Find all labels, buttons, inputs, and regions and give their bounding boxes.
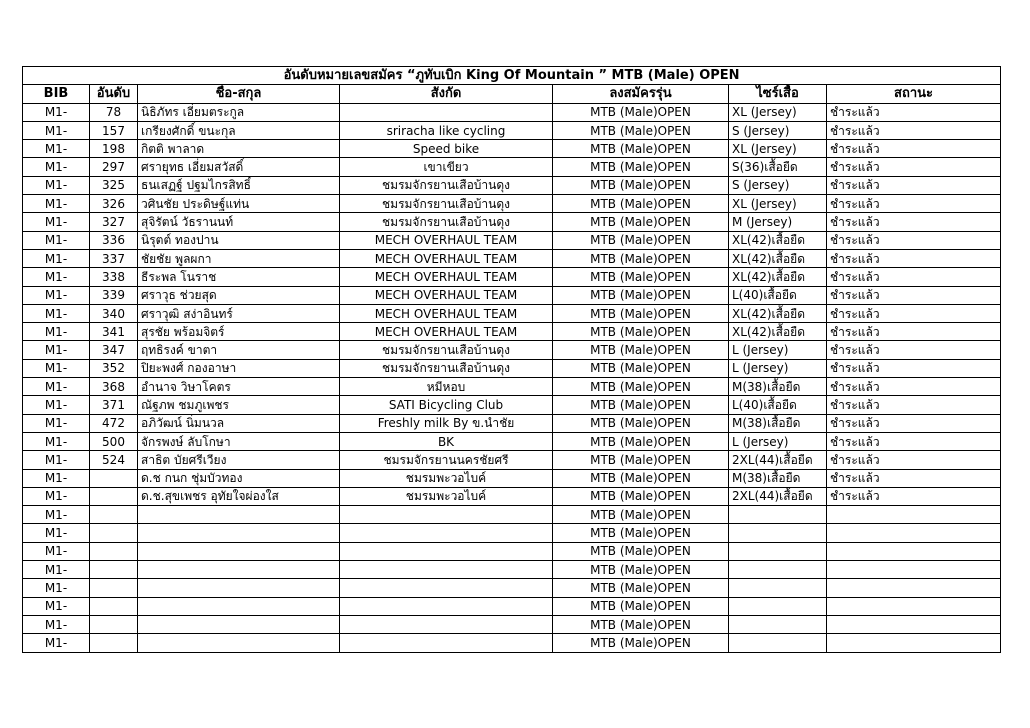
status-cell: ชำระแล้ว xyxy=(827,213,1001,231)
table-row xyxy=(23,378,1001,396)
bib-cell: M1- xyxy=(23,158,90,176)
status-cell xyxy=(827,634,1001,652)
rank-cell xyxy=(90,579,138,597)
rank-cell: 347 xyxy=(90,341,138,359)
table-row xyxy=(23,140,1001,158)
name-cell: ชัยชัย พูลผกา xyxy=(138,249,340,267)
table-row xyxy=(23,597,1001,615)
size-cell: M(38)เสื้อยืด xyxy=(729,414,827,432)
bib-cell: M1- xyxy=(23,597,90,615)
size-cell: 2XL(44)เสื้อยืด xyxy=(729,487,827,505)
club-cell: MECH OVERHAUL TEAM xyxy=(340,268,553,286)
size-cell: XL(42)เสื้อยืด xyxy=(729,231,827,249)
name-cell xyxy=(138,524,340,542)
bib-cell: M1- xyxy=(23,286,90,304)
rank-cell: 472 xyxy=(90,414,138,432)
rank-cell: 198 xyxy=(90,140,138,158)
category-cell: MTB (Male)OPEN xyxy=(553,561,729,579)
club-cell: MECH OVERHAUL TEAM xyxy=(340,323,553,341)
table-row xyxy=(23,323,1001,341)
name-cell: ด.ช.สุขเพชร อุทัยใจผ่องใส xyxy=(138,487,340,505)
category-cell: MTB (Male)OPEN xyxy=(553,341,729,359)
category-cell: MTB (Male)OPEN xyxy=(553,158,729,176)
header-club: สังกัด xyxy=(340,85,553,103)
bib-cell: M1- xyxy=(23,579,90,597)
club-cell: BK xyxy=(340,432,553,450)
category-cell: MTB (Male)OPEN xyxy=(553,487,729,505)
table-row xyxy=(23,451,1001,469)
category-cell: MTB (Male)OPEN xyxy=(553,414,729,432)
status-cell xyxy=(827,542,1001,560)
category-cell: MTB (Male)OPEN xyxy=(553,286,729,304)
club-cell xyxy=(340,524,553,542)
club-cell: ชมรมจักรยานเสือบ้านดุง xyxy=(340,213,553,231)
club-cell: MECH OVERHAUL TEAM xyxy=(340,231,553,249)
name-cell: ศรายุทธ เอี่ยมสวัสดิ์ xyxy=(138,158,340,176)
name-cell: สาธิต บัยศรีเวียง xyxy=(138,451,340,469)
bib-cell: M1- xyxy=(23,634,90,652)
size-cell: M (Jersey) xyxy=(729,213,827,231)
category-cell: MTB (Male)OPEN xyxy=(553,432,729,450)
bib-cell: M1- xyxy=(23,561,90,579)
name-cell: อำนาจ วิษาโคตร xyxy=(138,378,340,396)
category-cell: MTB (Male)OPEN xyxy=(553,378,729,396)
bib-cell: M1- xyxy=(23,506,90,524)
name-cell: กิตติ พาลาด xyxy=(138,140,340,158)
name-cell xyxy=(138,561,340,579)
size-cell xyxy=(729,524,827,542)
status-cell: ชำระแล้ว xyxy=(827,140,1001,158)
rank-cell xyxy=(90,542,138,560)
category-cell: MTB (Male)OPEN xyxy=(553,231,729,249)
table-row xyxy=(23,396,1001,414)
rank-cell: 371 xyxy=(90,396,138,414)
club-cell xyxy=(340,615,553,633)
table-row xyxy=(23,304,1001,322)
bib-cell: M1- xyxy=(23,341,90,359)
table-row xyxy=(23,561,1001,579)
header-name: ชื่อ-สกุล xyxy=(138,85,340,103)
rank-cell: 336 xyxy=(90,231,138,249)
category-cell: MTB (Male)OPEN xyxy=(553,506,729,524)
table-row xyxy=(23,414,1001,432)
rank-cell xyxy=(90,615,138,633)
category-cell: MTB (Male)OPEN xyxy=(553,304,729,322)
club-cell xyxy=(340,597,553,615)
status-cell: ชำระแล้ว xyxy=(827,158,1001,176)
status-cell: ชำระแล้ว xyxy=(827,396,1001,414)
bib-cell: M1- xyxy=(23,378,90,396)
table-row xyxy=(23,487,1001,505)
rank-cell xyxy=(90,469,138,487)
club-cell: ชมรมจักรยานเสือบ้านดุง xyxy=(340,176,553,194)
name-cell: จักรพงษ์ ลับโกษา xyxy=(138,432,340,450)
club-cell: MECH OVERHAUL TEAM xyxy=(340,304,553,322)
bib-cell: M1- xyxy=(23,249,90,267)
table-row xyxy=(23,579,1001,597)
category-cell: MTB (Male)OPEN xyxy=(553,121,729,139)
club-cell: เขาเขียว xyxy=(340,158,553,176)
rank-cell: 327 xyxy=(90,213,138,231)
club-cell: MECH OVERHAUL TEAM xyxy=(340,249,553,267)
bib-cell: M1- xyxy=(23,103,90,121)
table-row xyxy=(23,268,1001,286)
bib-cell: M1- xyxy=(23,414,90,432)
size-cell: XL(42)เสื้อยืด xyxy=(729,249,827,267)
club-cell: MECH OVERHAUL TEAM xyxy=(340,286,553,304)
rank-cell: 326 xyxy=(90,195,138,213)
status-cell: ชำระแล้ว xyxy=(827,195,1001,213)
name-cell xyxy=(138,542,340,560)
size-cell: L(40)เสื้อยืด xyxy=(729,396,827,414)
status-cell xyxy=(827,524,1001,542)
rank-cell: 524 xyxy=(90,451,138,469)
status-cell: ชำระแล้ว xyxy=(827,121,1001,139)
size-cell: S(36)เสื้อยืด xyxy=(729,158,827,176)
bib-cell: M1- xyxy=(23,524,90,542)
rank-cell xyxy=(90,506,138,524)
rank-cell: 341 xyxy=(90,323,138,341)
category-cell: MTB (Male)OPEN xyxy=(553,249,729,267)
status-cell: ชำระแล้ว xyxy=(827,176,1001,194)
bib-cell: M1- xyxy=(23,304,90,322)
club-cell: ชมรมพะวอไบค์ xyxy=(340,469,553,487)
category-cell: MTB (Male)OPEN xyxy=(553,176,729,194)
size-cell: XL(42)เสื้อยืด xyxy=(729,304,827,322)
club-cell xyxy=(340,579,553,597)
status-cell: ชำระแล้ว xyxy=(827,378,1001,396)
status-cell: ชำระแล้ว xyxy=(827,432,1001,450)
rank-cell xyxy=(90,561,138,579)
size-cell: M(38)เสื้อยืด xyxy=(729,378,827,396)
name-cell xyxy=(138,615,340,633)
table-body xyxy=(23,103,1001,652)
category-cell: MTB (Male)OPEN xyxy=(553,323,729,341)
club-cell: ชมรมจักรยานเสือบ้านดุง xyxy=(340,359,553,377)
rank-cell: 339 xyxy=(90,286,138,304)
name-cell: สุรชัย พร้อมจิตร์ xyxy=(138,323,340,341)
bib-cell: M1- xyxy=(23,176,90,194)
rank-cell: 325 xyxy=(90,176,138,194)
status-cell xyxy=(827,615,1001,633)
club-cell: sriracha like cycling xyxy=(340,121,553,139)
rank-cell xyxy=(90,487,138,505)
name-cell: อภิวัฒน์ นิ่มนวล xyxy=(138,414,340,432)
bib-cell: M1- xyxy=(23,542,90,560)
header-row xyxy=(23,85,1001,103)
bib-cell: M1- xyxy=(23,359,90,377)
table-row xyxy=(23,469,1001,487)
table-row xyxy=(23,103,1001,121)
name-cell: สุจิรัตน์ วัธรานนท์ xyxy=(138,213,340,231)
category-cell: MTB (Male)OPEN xyxy=(553,396,729,414)
status-cell: ชำระแล้ว xyxy=(827,341,1001,359)
rank-cell: 340 xyxy=(90,304,138,322)
club-cell xyxy=(340,634,553,652)
status-cell: ชำระแล้ว xyxy=(827,469,1001,487)
status-cell xyxy=(827,597,1001,615)
table-row xyxy=(23,615,1001,633)
name-cell xyxy=(138,579,340,597)
status-cell: ชำระแล้ว xyxy=(827,231,1001,249)
size-cell xyxy=(729,561,827,579)
status-cell: ชำระแล้ว xyxy=(827,268,1001,286)
rank-cell xyxy=(90,524,138,542)
header-category: ลงสมัครรุ่น xyxy=(553,85,729,103)
category-cell: MTB (Male)OPEN xyxy=(553,359,729,377)
bib-cell: M1- xyxy=(23,469,90,487)
size-cell: 2XL(44)เสื้อยืด xyxy=(729,451,827,469)
table-row xyxy=(23,524,1001,542)
club-cell: Freshly milk By ข.นำชัย xyxy=(340,414,553,432)
bib-cell: M1- xyxy=(23,231,90,249)
club-cell xyxy=(340,542,553,560)
bib-cell: M1- xyxy=(23,396,90,414)
rank-cell xyxy=(90,597,138,615)
table-row xyxy=(23,249,1001,267)
bib-cell: M1- xyxy=(23,615,90,633)
category-cell: MTB (Male)OPEN xyxy=(553,615,729,633)
name-cell xyxy=(138,506,340,524)
name-cell: นิรุตต์ ทองปาน xyxy=(138,231,340,249)
bib-cell: M1- xyxy=(23,140,90,158)
table-row xyxy=(23,341,1001,359)
category-cell: MTB (Male)OPEN xyxy=(553,634,729,652)
table-row xyxy=(23,213,1001,231)
club-cell: ชมรมพะวอไบค์ xyxy=(340,487,553,505)
name-cell: ด.ช กนก ชุ่มบัวทอง xyxy=(138,469,340,487)
name-cell: เกรียงศักดิ์ ขนะกุล xyxy=(138,121,340,139)
club-cell xyxy=(340,103,553,121)
size-cell xyxy=(729,506,827,524)
rank-cell: 338 xyxy=(90,268,138,286)
status-cell: ชำระแล้ว xyxy=(827,304,1001,322)
header-bib: BIB xyxy=(23,85,90,103)
bib-cell: M1- xyxy=(23,451,90,469)
table-row xyxy=(23,158,1001,176)
club-cell xyxy=(340,561,553,579)
size-cell: L (Jersey) xyxy=(729,432,827,450)
size-cell: M(38)เสื้อยืด xyxy=(729,469,827,487)
status-cell: ชำระแล้ว xyxy=(827,286,1001,304)
size-cell xyxy=(729,597,827,615)
header-status: สถานะ xyxy=(827,85,1001,103)
bib-cell: M1- xyxy=(23,121,90,139)
table-row xyxy=(23,286,1001,304)
name-cell: ธนเสฏฐ์ ปฐมไกรสิทธิ์ xyxy=(138,176,340,194)
category-cell: MTB (Male)OPEN xyxy=(553,213,729,231)
table-row xyxy=(23,432,1001,450)
name-cell xyxy=(138,597,340,615)
name-cell: ปิยะพงศ์ กองอาษา xyxy=(138,359,340,377)
rank-cell: 297 xyxy=(90,158,138,176)
table-row xyxy=(23,359,1001,377)
size-cell: XL (Jersey) xyxy=(729,140,827,158)
size-cell: S (Jersey) xyxy=(729,121,827,139)
name-cell xyxy=(138,634,340,652)
category-cell: MTB (Male)OPEN xyxy=(553,103,729,121)
name-cell: ศราวุธ ช่วยสุด xyxy=(138,286,340,304)
category-cell: MTB (Male)OPEN xyxy=(553,268,729,286)
bib-cell: M1- xyxy=(23,323,90,341)
club-cell: Speed bike xyxy=(340,140,553,158)
category-cell: MTB (Male)OPEN xyxy=(553,542,729,560)
name-cell: นิธิภัทร เอี่ยมตระกูล xyxy=(138,103,340,121)
header-rank: อันดับ xyxy=(90,85,138,103)
name-cell: ศราวุฒิ สง่าอินทร์ xyxy=(138,304,340,322)
status-cell: ชำระแล้ว xyxy=(827,323,1001,341)
club-cell: SATI Bicycling Club xyxy=(340,396,553,414)
name-cell: ธีระพล โนราช xyxy=(138,268,340,286)
club-cell: ชมรมจักรยานนครชัยศรี xyxy=(340,451,553,469)
category-cell: MTB (Male)OPEN xyxy=(553,451,729,469)
status-cell: ชำระแล้ว xyxy=(827,451,1001,469)
rank-cell: 157 xyxy=(90,121,138,139)
size-cell: L(40)เสื้อยืด xyxy=(729,286,827,304)
bib-cell: M1- xyxy=(23,213,90,231)
table-row xyxy=(23,231,1001,249)
size-cell: XL (Jersey) xyxy=(729,195,827,213)
category-cell: MTB (Male)OPEN xyxy=(553,597,729,615)
size-cell xyxy=(729,542,827,560)
category-cell: MTB (Male)OPEN xyxy=(553,140,729,158)
status-cell: ชำระแล้ว xyxy=(827,414,1001,432)
status-cell: ชำระแล้ว xyxy=(827,103,1001,121)
club-cell: ชมรมจักรยานเสือบ้านดุง xyxy=(340,195,553,213)
bib-cell: M1- xyxy=(23,268,90,286)
table-row xyxy=(23,506,1001,524)
category-cell: MTB (Male)OPEN xyxy=(553,469,729,487)
size-cell: XL (Jersey) xyxy=(729,103,827,121)
status-cell xyxy=(827,506,1001,524)
rank-cell: 337 xyxy=(90,249,138,267)
status-cell: ชำระแล้ว xyxy=(827,487,1001,505)
status-cell: ชำระแล้ว xyxy=(827,249,1001,267)
rank-cell: 352 xyxy=(90,359,138,377)
name-cell: ณัฐภพ ชมภูเพชร xyxy=(138,396,340,414)
rank-cell: 78 xyxy=(90,103,138,121)
status-cell xyxy=(827,561,1001,579)
category-cell: MTB (Male)OPEN xyxy=(553,524,729,542)
registration-table xyxy=(22,66,1001,653)
club-cell xyxy=(340,506,553,524)
size-cell xyxy=(729,615,827,633)
rank-cell xyxy=(90,634,138,652)
table-title: อันดับหมายเลขสมัคร “ภูทับเบิก King Of Mountain ” MTB (Male) OPEN xyxy=(23,67,1001,85)
status-cell: ชำระแล้ว xyxy=(827,359,1001,377)
table-row xyxy=(23,195,1001,213)
table-row xyxy=(23,121,1001,139)
category-cell: MTB (Male)OPEN xyxy=(553,579,729,597)
bib-cell: M1- xyxy=(23,432,90,450)
table-row xyxy=(23,176,1001,194)
category-cell: MTB (Male)OPEN xyxy=(553,195,729,213)
table-row xyxy=(23,542,1001,560)
club-cell: ชมรมจักรยานเสือบ้านดุง xyxy=(340,341,553,359)
size-cell xyxy=(729,634,827,652)
name-cell: วศินชัย ประดิษฐ์แท่น xyxy=(138,195,340,213)
size-cell xyxy=(729,579,827,597)
bib-cell: M1- xyxy=(23,195,90,213)
header-size: ไซร์เสื้อ xyxy=(729,85,827,103)
title-row xyxy=(23,67,1001,85)
bib-cell: M1- xyxy=(23,487,90,505)
rank-cell: 500 xyxy=(90,432,138,450)
rank-cell: 368 xyxy=(90,378,138,396)
size-cell: XL(42)เสื้อยืด xyxy=(729,268,827,286)
name-cell: ฤทธิรงค์ ขาตา xyxy=(138,341,340,359)
size-cell: L (Jersey) xyxy=(729,341,827,359)
club-cell: หมีหอบ xyxy=(340,378,553,396)
size-cell: XL(42)เสื้อยืด xyxy=(729,323,827,341)
status-cell xyxy=(827,579,1001,597)
table-row xyxy=(23,634,1001,652)
size-cell: S (Jersey) xyxy=(729,176,827,194)
size-cell: L (Jersey) xyxy=(729,359,827,377)
